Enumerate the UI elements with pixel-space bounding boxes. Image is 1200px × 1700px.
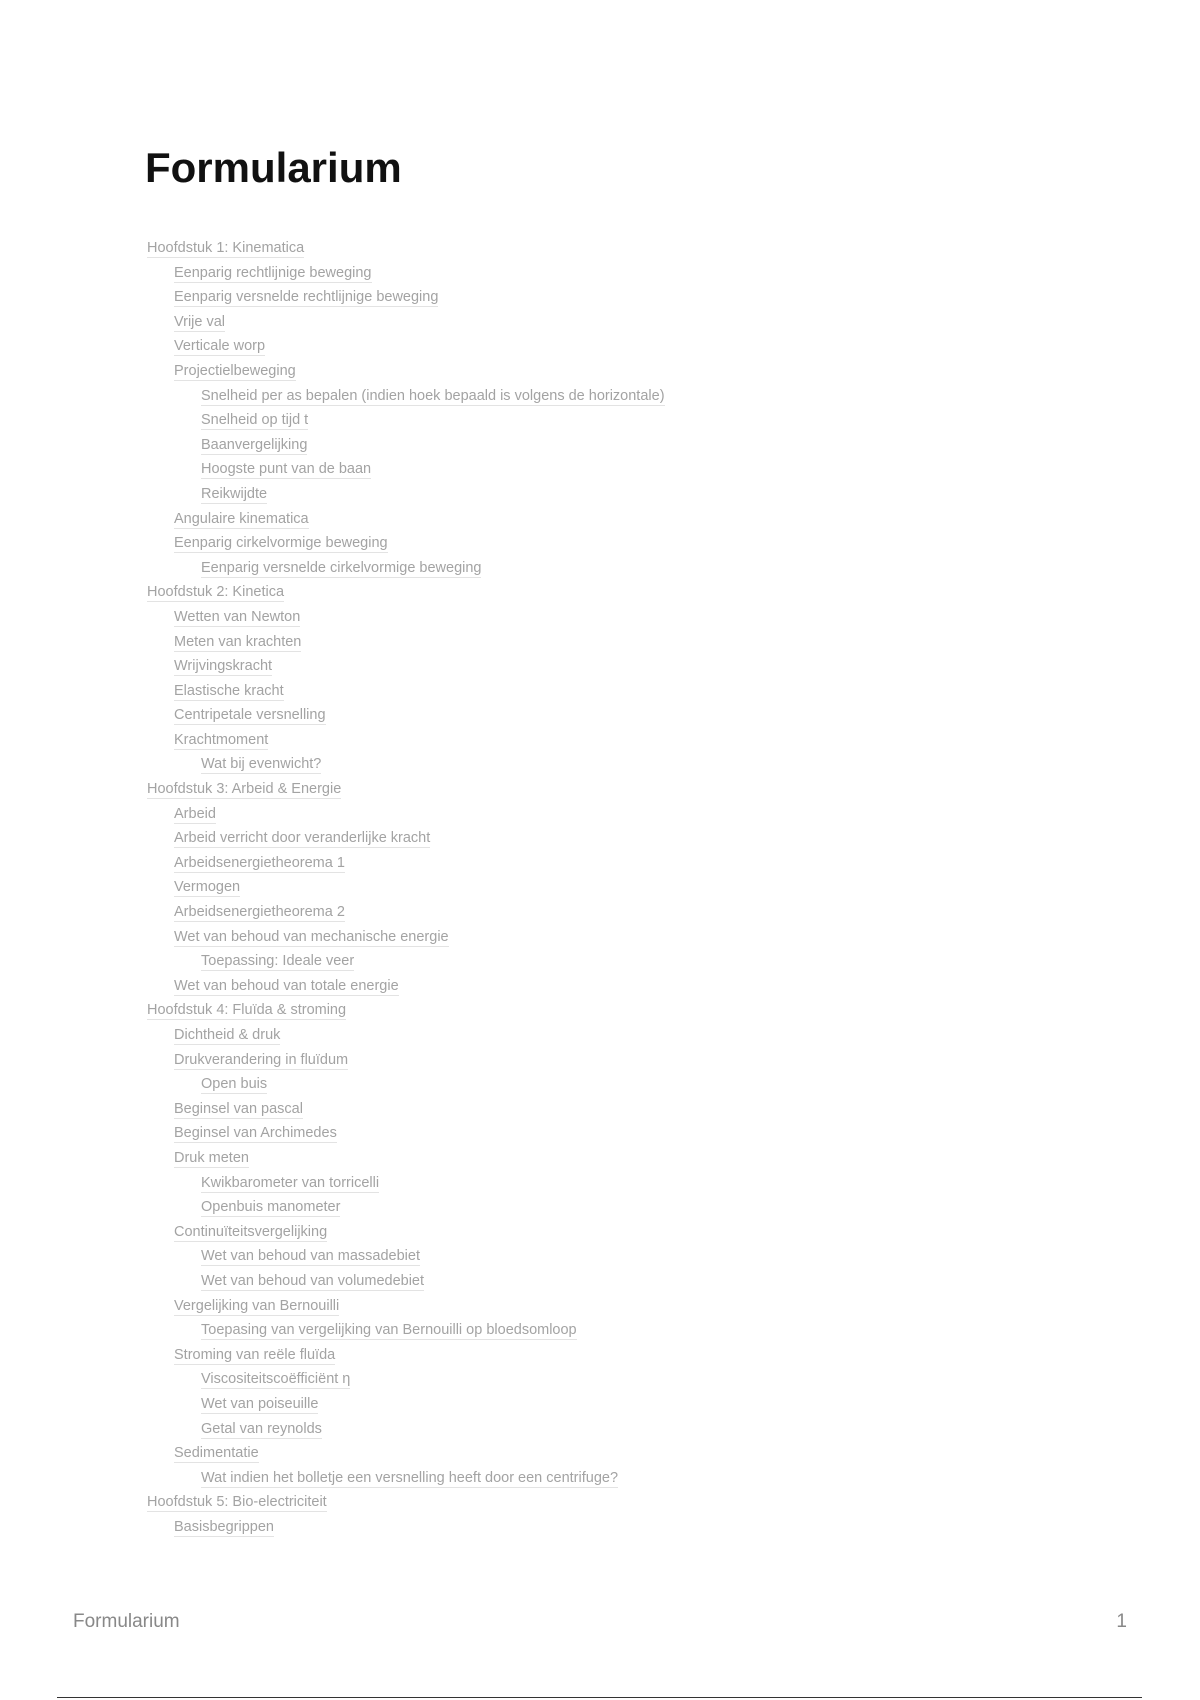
- toc-link[interactable]: Hoofdstuk 5: Bio-electriciteit: [147, 1494, 327, 1511]
- toc-link[interactable]: Vergelijking van Bernouilli: [174, 1297, 340, 1314]
- toc-link[interactable]: Eenparig versnelde cirkelvormige beweging: [201, 559, 482, 576]
- toc-section-entry: [147, 556, 665, 581]
- toc-link[interactable]: Kwikbarometer van torricelli: [201, 1174, 380, 1191]
- toc-section-entry: [147, 1244, 665, 1269]
- toc-link[interactable]: Toepassing: Ideale veer: [201, 953, 355, 970]
- toc-section-entry: [147, 261, 665, 286]
- toc-link[interactable]: Eenparig versnelde rechtlijnige beweging: [174, 289, 439, 306]
- toc-link[interactable]: Wet van behoud van mechanische energie: [174, 928, 449, 945]
- toc-link[interactable]: Basisbegrippen: [174, 1518, 274, 1535]
- toc-section-entry: [147, 433, 665, 458]
- toc-link[interactable]: Wrijvingskracht: [174, 658, 273, 675]
- toc-link[interactable]: Krachtmoment: [174, 731, 269, 748]
- toc-link[interactable]: Eenparig cirkelvormige beweging: [174, 535, 388, 552]
- toc-section-entry: [147, 1466, 665, 1491]
- toc-link[interactable]: Snelheid op tijd t: [201, 412, 309, 429]
- toc-section-entry: [147, 1318, 665, 1343]
- toc-link[interactable]: Wet van behoud van volumedebiet: [201, 1272, 425, 1289]
- toc-link[interactable]: Reikwijdte: [201, 485, 268, 502]
- toc-section-entry: [147, 752, 665, 777]
- page-title: Formularium: [145, 144, 402, 191]
- toc-link[interactable]: Hoofdstuk 4: Fluïda & stroming: [147, 1002, 347, 1019]
- toc-link[interactable]: Hoofdstuk 1: Kinematica: [147, 240, 305, 256]
- toc-link[interactable]: Toepasing van vergelijking van Bernouilli op bloedsomloop: [201, 1322, 577, 1339]
- toc-section-entry: [147, 875, 665, 900]
- toc-link[interactable]: Snelheid per as bepalen (indien hoek bepaald is volgens de horizontale): [201, 387, 665, 404]
- toc-section-entry: [147, 1367, 665, 1392]
- toc-link[interactable]: Arbeidsenergietheorema 1: [174, 854, 345, 871]
- toc-section-entry: [147, 703, 665, 728]
- toc-section-entry: [147, 630, 665, 655]
- toc-section-entry: [147, 334, 665, 359]
- toc-section-entry: [147, 1441, 665, 1466]
- toc-link[interactable]: Drukverandering in fluïdum: [174, 1051, 349, 1068]
- toc-link[interactable]: Openbuis manometer: [201, 1199, 341, 1216]
- toc-section-entry: [147, 285, 665, 310]
- footer-divider: [57, 1697, 1142, 1698]
- toc-section-entry: [147, 1072, 665, 1097]
- toc-section-entry: [147, 1048, 665, 1073]
- toc-link[interactable]: Elastische kracht: [174, 682, 284, 699]
- toc-section-entry: [147, 1417, 665, 1442]
- toc-link[interactable]: Viscositeitscoëfficiënt η: [201, 1371, 351, 1388]
- footer-page-number: 1: [1116, 1611, 1127, 1632]
- toc-section-entry: [147, 1023, 665, 1048]
- toc-link[interactable]: Angulaire kinematica: [174, 510, 309, 527]
- toc-link[interactable]: Projectielbeweging: [174, 362, 296, 379]
- table-of-contents: [147, 236, 665, 1539]
- toc-link[interactable]: Beginsel van pascal: [174, 1100, 303, 1117]
- toc-section-entry: [147, 1220, 665, 1245]
- toc-link[interactable]: Arbeid: [174, 805, 216, 822]
- toc-link[interactable]: Wet van behoud van massadebiet: [201, 1248, 420, 1265]
- toc-section-entry: [147, 457, 665, 482]
- toc-chapter-entry: [147, 580, 665, 605]
- toc-link[interactable]: Arbeidsenergietheorema 2: [174, 904, 345, 921]
- toc-section-entry: [147, 851, 665, 876]
- toc-section-entry: [147, 1121, 665, 1146]
- toc-chapter-entry: [147, 998, 665, 1023]
- toc-section-entry: [147, 1515, 665, 1540]
- toc-link[interactable]: Wetten van Newton: [174, 608, 301, 625]
- toc-section-entry: [147, 728, 665, 753]
- toc-link[interactable]: Wat indien het bolletje een versnelling heeft door een centrifuge?: [201, 1469, 619, 1486]
- toc-section-entry: [147, 826, 665, 851]
- toc-section-entry: [147, 1343, 665, 1368]
- toc-section-entry: [147, 925, 665, 950]
- toc-section-entry: [147, 507, 665, 532]
- toc-link[interactable]: Hoofdstuk 2: Kinetica: [147, 584, 285, 601]
- toc-link[interactable]: Druk meten: [174, 1149, 249, 1166]
- toc-link[interactable]: Centripetale versnelling: [174, 707, 326, 724]
- toc-section-entry: [147, 482, 665, 507]
- toc-chapter-entry: [147, 777, 665, 802]
- toc-link[interactable]: Baanvergelijking: [201, 436, 308, 453]
- toc-section-entry: [147, 1392, 665, 1417]
- toc-section-entry: [147, 408, 665, 433]
- toc-section-entry: [147, 1294, 665, 1319]
- toc-section-entry: [147, 802, 665, 827]
- toc-link[interactable]: Sedimentatie: [174, 1445, 259, 1462]
- toc-link[interactable]: Dichtheid & druk: [174, 1027, 281, 1043]
- toc-section-entry: [147, 1097, 665, 1122]
- toc-link[interactable]: Wet van behoud van totale energie: [174, 977, 399, 994]
- toc-section-entry: [147, 900, 665, 925]
- toc-section-entry: [147, 1269, 665, 1294]
- toc-section-entry: [147, 359, 665, 384]
- toc-section-entry: [147, 974, 665, 999]
- toc-section-entry: [147, 605, 665, 630]
- toc-section-entry: [147, 949, 665, 974]
- toc-link[interactable]: Verticale worp: [174, 338, 266, 355]
- toc-section-entry: [147, 1171, 665, 1196]
- toc-link[interactable]: Getal van reynolds: [201, 1420, 322, 1437]
- toc-section-entry: [147, 384, 665, 409]
- toc-link[interactable]: Wat bij evenwicht?: [201, 756, 322, 773]
- toc-link[interactable]: Hoogste punt van de baan: [201, 461, 372, 478]
- footer-document-title: Formularium: [73, 1611, 180, 1632]
- toc-section-entry: [147, 1195, 665, 1220]
- toc-link[interactable]: Continuïteitsvergelijking: [174, 1223, 328, 1240]
- toc-section-entry: [147, 310, 665, 335]
- toc-section-entry: [147, 654, 665, 679]
- toc-link[interactable]: Open buis: [201, 1076, 268, 1093]
- toc-link[interactable]: Hoofdstuk 3: Arbeid & Energie: [147, 781, 342, 798]
- toc-section-entry: [147, 679, 665, 704]
- toc-link[interactable]: Vermogen: [174, 879, 241, 896]
- toc-link[interactable]: Beginsel van Archimedes: [174, 1125, 337, 1142]
- toc-link[interactable]: Stroming van reële fluïda: [174, 1346, 336, 1363]
- toc-section-entry: [147, 531, 665, 556]
- toc-link[interactable]: Vrije val: [174, 313, 226, 330]
- toc-link[interactable]: Wet van poiseuille: [201, 1395, 319, 1412]
- toc-chapter-entry: [147, 236, 665, 261]
- toc-link[interactable]: Arbeid verricht door veranderlijke kracht: [174, 830, 431, 847]
- toc-chapter-entry: [147, 1490, 665, 1515]
- toc-section-entry: [147, 1146, 665, 1171]
- toc-link[interactable]: Eenparig rechtlijnige beweging: [174, 264, 372, 281]
- toc-link[interactable]: Meten van krachten: [174, 633, 302, 650]
